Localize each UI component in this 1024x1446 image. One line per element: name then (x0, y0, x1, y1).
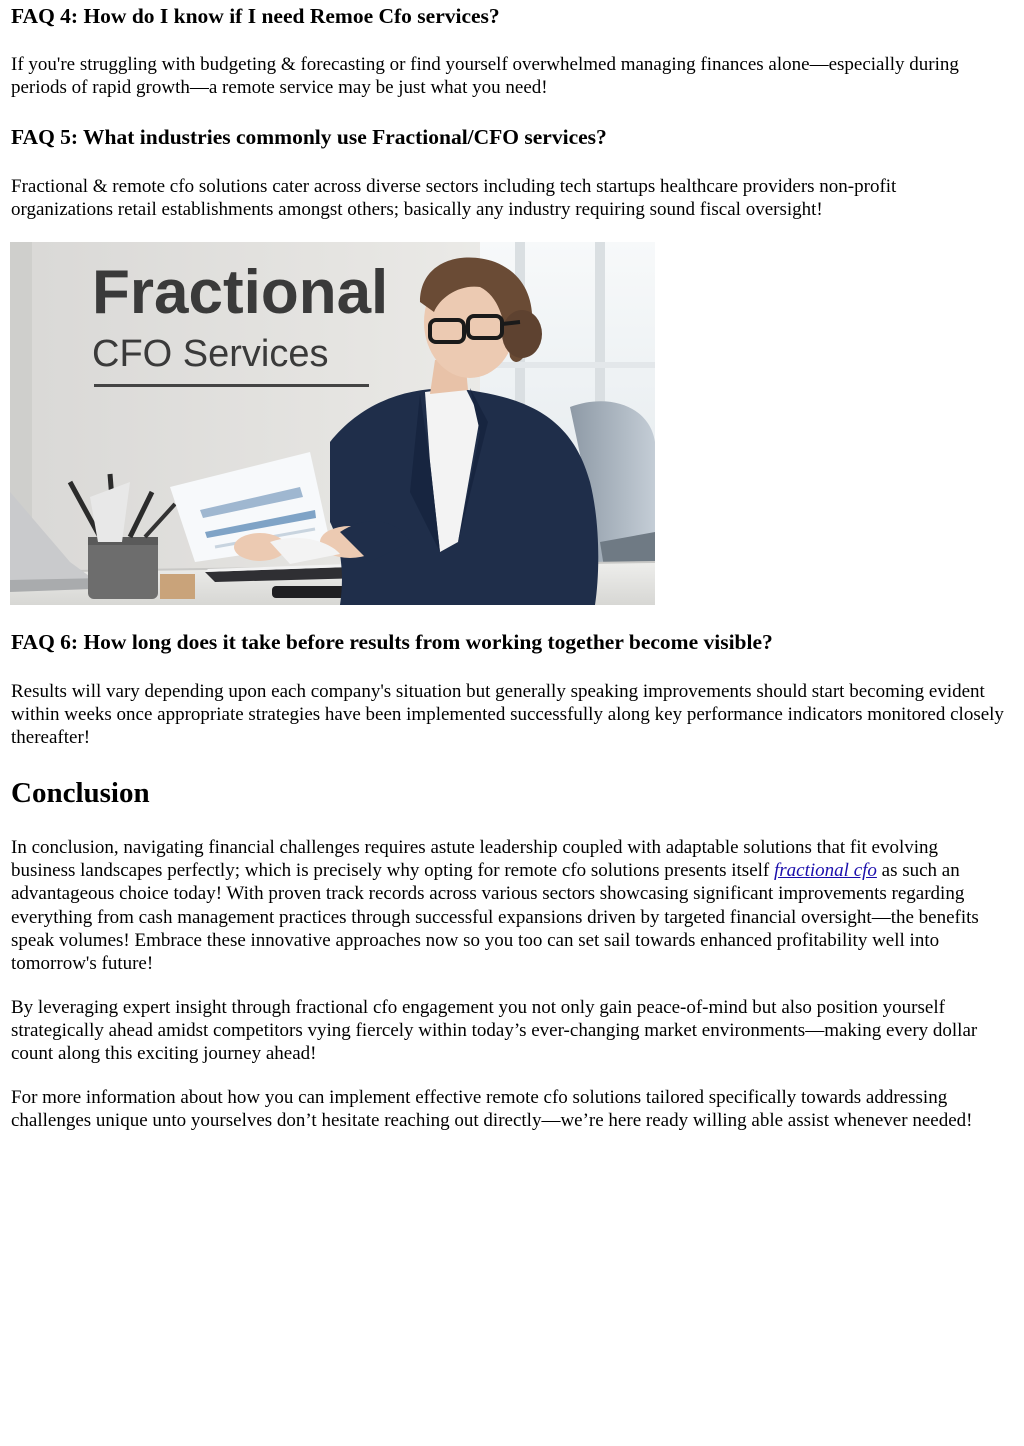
conclusion-paragraph-2: By leveraging expert insight through fractional cfo engagement you not only gain peace-of-mind but also position yourself strategically ahead amidst competitors vying fiercely within today’s ever-changing market environments—making every dollar count along this exciting journey ahead! (11, 997, 978, 1065)
conclusion-heading: Conclusion (11, 777, 150, 809)
faq5-answer: Fractional & remote cfo solutions cater across diverse sectors including tech startups healthcare providers non-profit organizations retail establishments amongst others; basically any industry requiring sound fiscal oversight! (11, 176, 897, 221)
faq4-heading: FAQ 4: How do I know if I need Remoe Cfo services? (11, 4, 500, 28)
sign-line2: CFO Services (92, 333, 329, 375)
sign-line1: Fractional (92, 258, 389, 327)
fractional-cfo-photo (10, 242, 655, 605)
faq5-heading: FAQ 5: What industries commonly use Fractional/CFO services? (11, 125, 607, 149)
conclusion-paragraph-1 (11, 836, 1007, 975)
conclusion-paragraph-3: For more information about how you can implement effective remote cfo solutions tailored specifically towards addressing challenges unique unto yourselves don’t hesitate reaching out directly—we’re here ready willing able assist whenever needed! (11, 1087, 973, 1132)
faq6-answer: Results will vary depending upon each company's situation but generally speaking improvements should start becoming evident within weeks once appropriate strategies have been implemented successfully along key performance indicators monitored closely thereafter! (11, 681, 1004, 749)
faq4-answer: If you're struggling with budgeting & forecasting or find yourself overwhelmed managing finances alone—especially during periods of rapid growth—a remote service may be just what you need! (11, 54, 959, 99)
conclusion-p1-text-before: In conclusion, navigating financial challenges requires astute leadership coupled with adaptable solutions that fit evolving business landscapes perfectly; which is precisely why opting for remote cfo solutions presents itself (11, 837, 939, 882)
conclusion-p1-text-after: as such an advantageous choice today! With proven track records across various sectors showcasing significant improvements regarding everything from cash management practices through successful expansions driven by targeted financial oversight—the benefits speak volumes! Embrace these innovative approaches now so you too can set sail towards enhanced profitability well into tomorrow's future! (11, 860, 979, 975)
fractional-cfo-link[interactable]: fractional cfo (774, 860, 877, 882)
faq6-heading: FAQ 6: How long does it take before results from working together become visible? (11, 630, 773, 654)
